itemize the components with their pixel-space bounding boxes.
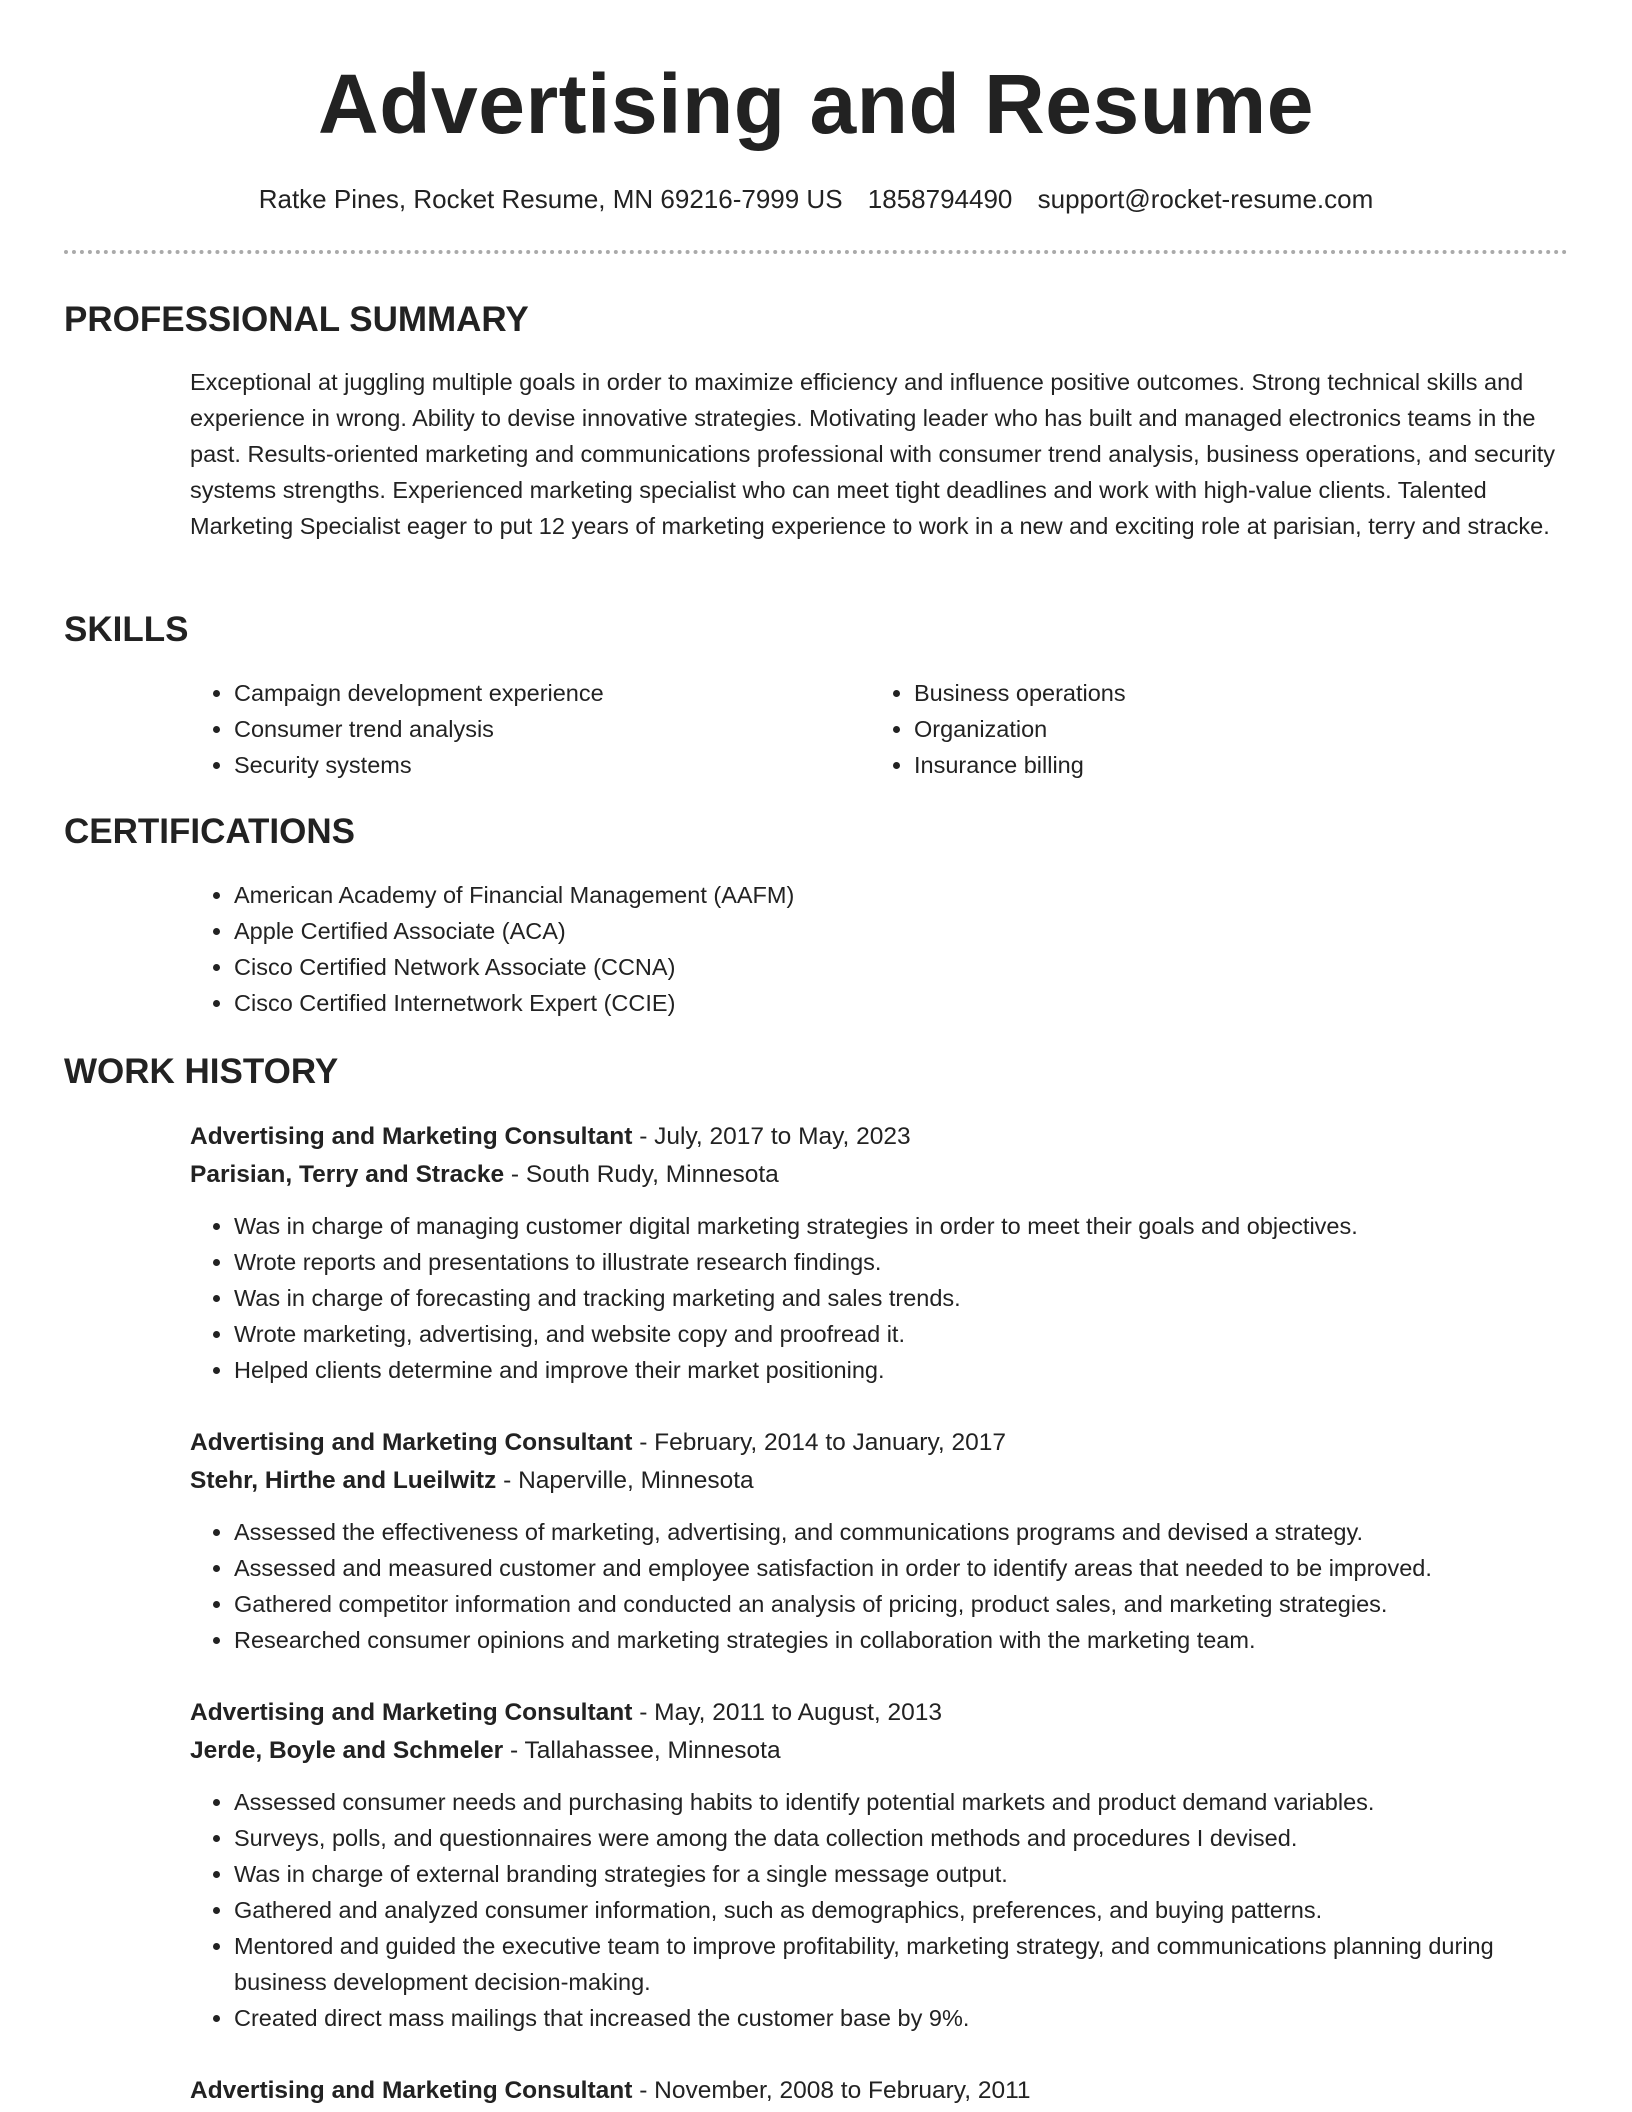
contact-info [0,182,1632,216]
job-location: - South Rudy, Minnesota [504,1161,779,1188]
job-company: Jerde, Boyle and Schmeler [190,1737,504,1764]
certifications-section [190,877,1570,1021]
job-bullet: • Mentored and guided the executive team to improve profitability, marketing strategy, and communications planning during business development decision-making. [234,1928,1570,2000]
job-bullet: • Helped clients determine and improve their market positioning. [234,1352,1570,1388]
certification-item: • American Academy of Financial Management (AAFM) [234,877,1570,913]
job-entry [190,1694,1570,2036]
skills-heading: SKILLS [64,610,189,649]
skill-item: • Organization [914,711,1510,747]
certification-item: • Apple Certified Associate (ACA) [234,913,1570,949]
summary-section [190,364,1570,544]
job-role: Advertising and Marketing Consultant [190,2077,633,2104]
job-bullet: • Wrote marketing, advertising, and website copy and proofread it. [234,1316,1570,1352]
skills-right-column [870,675,1510,783]
header-divider [64,250,1568,254]
job-location: - Naperville, Minnesota [496,1467,754,1494]
job-title-line [190,2072,1570,2110]
job-entry [190,1424,1570,1658]
contact-address: Ratke Pines, Rocket Resume, MN 69216-7999 US [258,184,843,214]
job-role: Advertising and Marketing Consultant [190,1429,633,1456]
job-dates: - November, 2008 to February, 2011 [632,2077,1031,2104]
summary-text: Exceptional at juggling multiple goals in order to maximize efficiency and influence positive outcomes. Strong technical skills and experience in wrong. Ability to devise innovative strategies. Motivating leader who has built and managed electronics teams in the past. Results-oriented marketing and communications professional with consumer trend analysis, business operations, and security systems strengths. Experienced marketing specialist who can meet tight deadlines and work with high-value clients. Talented Marketing Specialist eager to put 12 years of marketing experience to work in a new and exciting role at parisian, terry and stracke. [190,369,1555,539]
job-dates: - May, 2011 to August, 2013 [632,1699,943,1726]
job-bullet: • Was in charge of external branding strategies for a single message output. [234,1856,1570,1892]
job-bullet: • Assessed and measured customer and employee satisfaction in order to identify areas that needed to be improved. [234,1550,1570,1586]
work-history-heading: WORK HISTORY [64,1052,339,1091]
job-bullet: • Assessed the effectiveness of marketing, advertising, and communications programs and devised a strategy. [234,1514,1570,1550]
job-bullet: • Surveys, polls, and questionnaires were among the data collection methods and procedures I devised. [234,1820,1570,1856]
resume-name: Advertising and Resume [318,57,1314,151]
job-entry [190,1118,1570,1388]
job-dates: - February, 2014 to January, 2017 [632,1429,1007,1456]
job-role: Advertising and Marketing Consultant [190,1699,633,1726]
job-bullet: • Assessed consumer needs and purchasing habits to identify potential markets and product demand variables. [234,1784,1570,1820]
job-company: Stehr, Hirthe and Lueilwitz [190,1467,497,1494]
skill-item: • Insurance billing [914,747,1510,783]
job-title-line [190,1118,1570,1156]
job-bullet: • Was in charge of managing customer digital marketing strategies in order to meet their goals and objectives. [234,1208,1570,1244]
skill-item: • Security systems [234,747,830,783]
job-bullet: • Gathered and analyzed consumer information, such as demographics, preferences, and buying patterns. [234,1892,1570,1928]
certification-item: • Cisco Certified Network Associate (CCNA) [234,949,1570,985]
job-company-line [190,1156,1570,1194]
skill-item: • Campaign development experience [234,675,830,711]
contact-phone: 1858794490 [867,184,1013,214]
job-title-line [190,1694,1570,1732]
job-bullet: • Researched consumer opinions and marketing strategies in collaboration with the marketing team. [234,1622,1570,1658]
job-role: Advertising and Marketing Consultant [190,1123,633,1150]
summary-heading: PROFESSIONAL SUMMARY [64,300,529,339]
job-entry [190,2072,1570,2110]
job-bullet: • Created direct mass mailings that increased the customer base by 9%. [234,2000,1570,2036]
job-bullet: • Was in charge of forecasting and tracking marketing and sales trends. [234,1280,1570,1316]
job-dates: - July, 2017 to May, 2023 [632,1123,911,1150]
skill-item: • Business operations [914,675,1510,711]
job-location: - Tallahassee, Minnesota [503,1737,781,1764]
certification-item: • Cisco Certified Internetwork Expert (CCIE) [234,985,1570,1021]
job-bullet: • Gathered competitor information and conducted an analysis of pricing, product sales, and marketing strategies. [234,1586,1570,1622]
skill-item: • Consumer trend analysis [234,711,830,747]
job-company: Parisian, Terry and Stracke [190,1161,505,1188]
job-bullet: • Wrote reports and presentations to illustrate research findings. [234,1244,1570,1280]
job-company-line [190,1732,1570,1770]
contact-email: support@rocket-resume.com [1037,184,1374,214]
job-company-line [190,1462,1570,1500]
certifications-heading: CERTIFICATIONS [64,812,356,851]
skills-left-column [190,675,830,783]
job-title-line [190,1424,1570,1462]
